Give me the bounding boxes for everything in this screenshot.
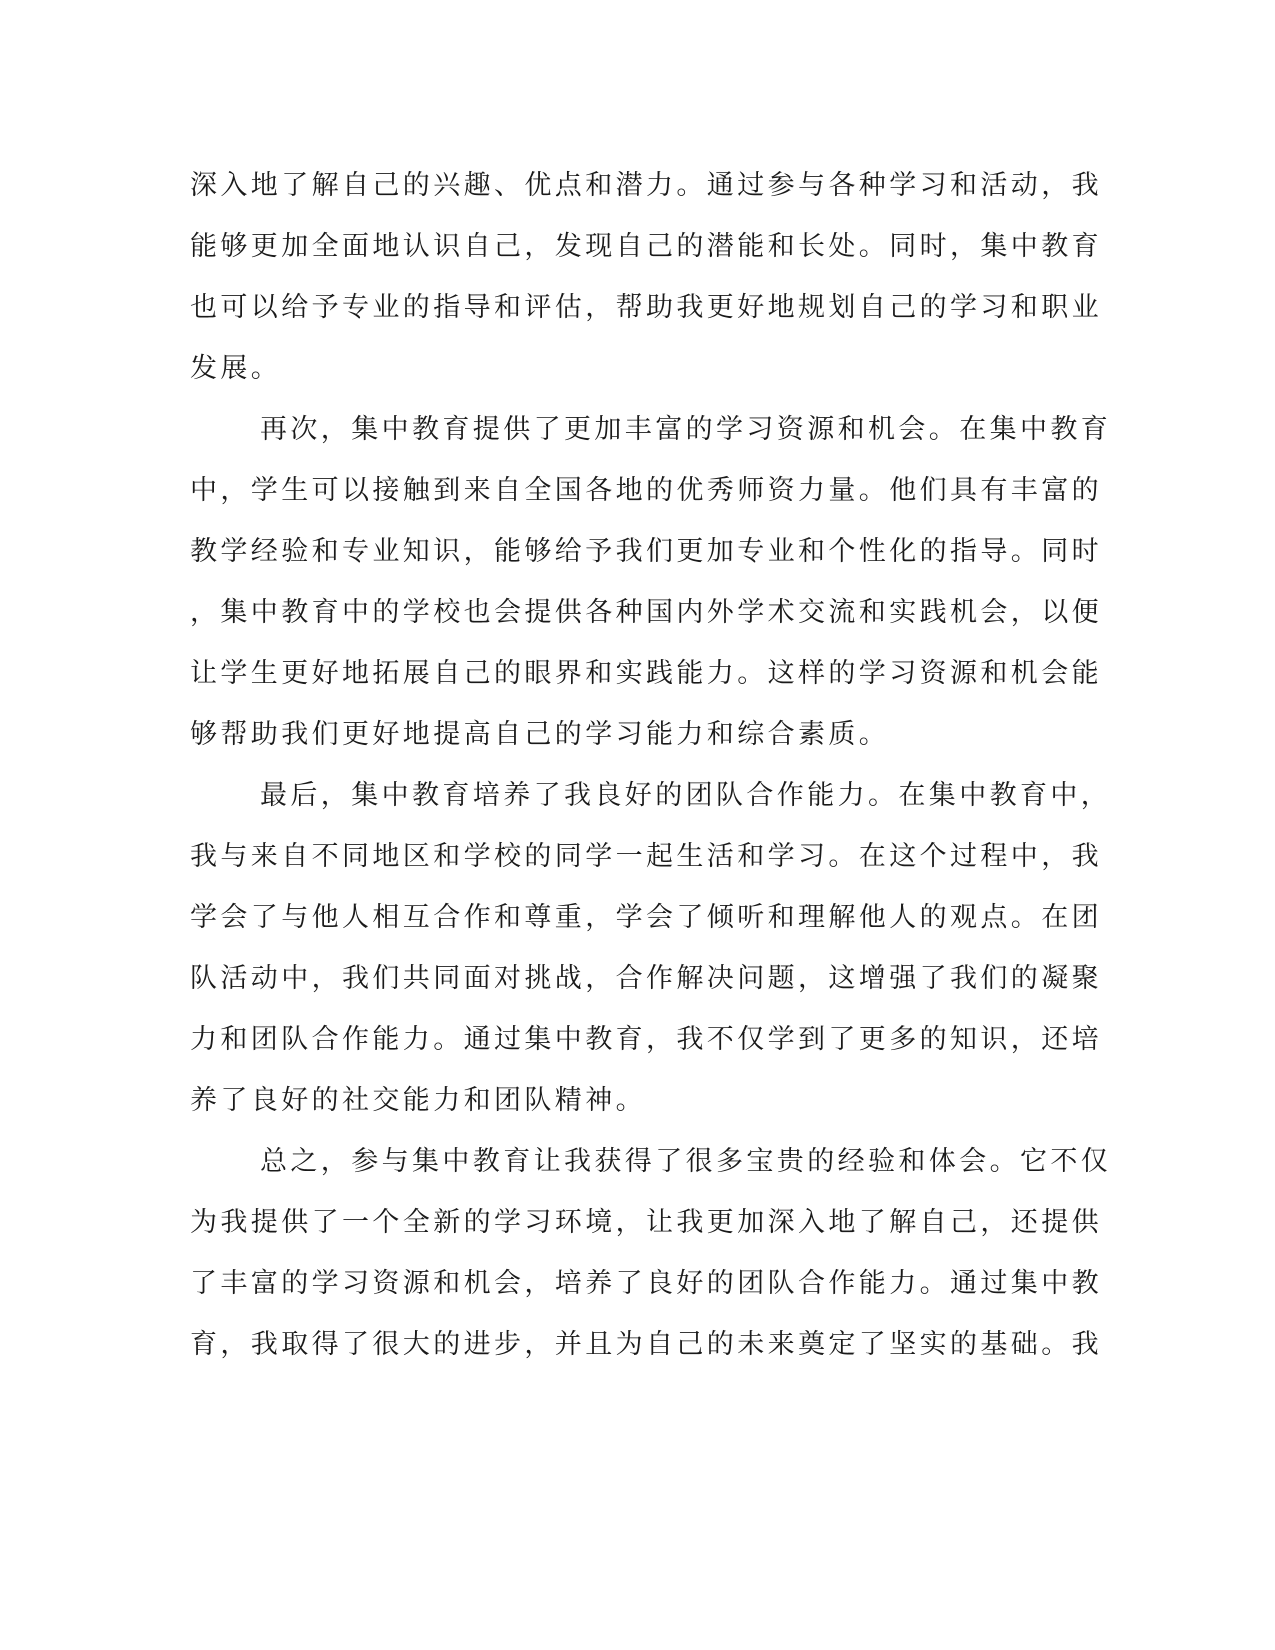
paragraph-1 <box>190 155 1102 399</box>
paragraph-3 <box>190 765 1112 1131</box>
text-line: 再次，集中教育提供了更加丰富的学习资源和机会。在集中教育 <box>260 414 1112 445</box>
text-line: 最后，集中教育培养了我良好的团队合作能力。在集中教育中， <box>260 780 1112 811</box>
text-line: 发展。 <box>190 353 282 384</box>
document-body <box>190 155 1112 1375</box>
text-line: 教学经验和专业知识，能够给予我们更加专业和个性化的指导。同时 <box>190 536 1102 567</box>
text-line: 学会了与他人相互合作和尊重，学会了倾听和理解他人的观点。在团 <box>190 902 1102 933</box>
text-line: 育，我取得了很大的进步，并且为自己的未来奠定了坚实的基础。我 <box>190 1329 1102 1360</box>
text-line: 队活动中，我们共同面对挑战，合作解决问题，这增强了我们的凝聚 <box>190 963 1102 994</box>
text-line: 让学生更好地拓展自己的眼界和实践能力。这样的学习资源和机会能 <box>190 658 1102 689</box>
text-line: 为我提供了一个全新的学习环境，让我更加深入地了解自己，还提供 <box>190 1207 1102 1238</box>
text-line: 能够更加全面地认识自己，发现自己的潜能和长处。同时，集中教育 <box>190 231 1102 262</box>
text-line: 力和团队合作能力。通过集中教育，我不仅学到了更多的知识，还培 <box>190 1024 1102 1055</box>
text-line: 深入地了解自己的兴趣、优点和潜力。通过参与各种学习和活动，我 <box>190 170 1102 201</box>
text-line: 我与来自不同地区和学校的同学一起生活和学习。在这个过程中，我 <box>190 841 1102 872</box>
text-line: 养了良好的社交能力和团队精神。 <box>190 1085 646 1116</box>
paragraph-4 <box>190 1131 1112 1375</box>
text-line: 也可以给予专业的指导和评估，帮助我更好地规划自己的学习和职业 <box>190 292 1102 323</box>
text-line: ，集中教育中的学校也会提供各种国内外学术交流和实践机会，以便 <box>190 597 1102 628</box>
text-line: 中，学生可以接触到来自全国各地的优秀师资力量。他们具有丰富的 <box>190 475 1102 506</box>
text-line: 总之，参与集中教育让我获得了很多宝贵的经验和体会。它不仅 <box>260 1146 1112 1177</box>
text-line: 够帮助我们更好地提高自己的学习能力和综合素质。 <box>190 719 890 750</box>
text-line: 了丰富的学习资源和机会，培养了良好的团队合作能力。通过集中教 <box>190 1268 1102 1299</box>
paragraph-2 <box>190 399 1112 765</box>
